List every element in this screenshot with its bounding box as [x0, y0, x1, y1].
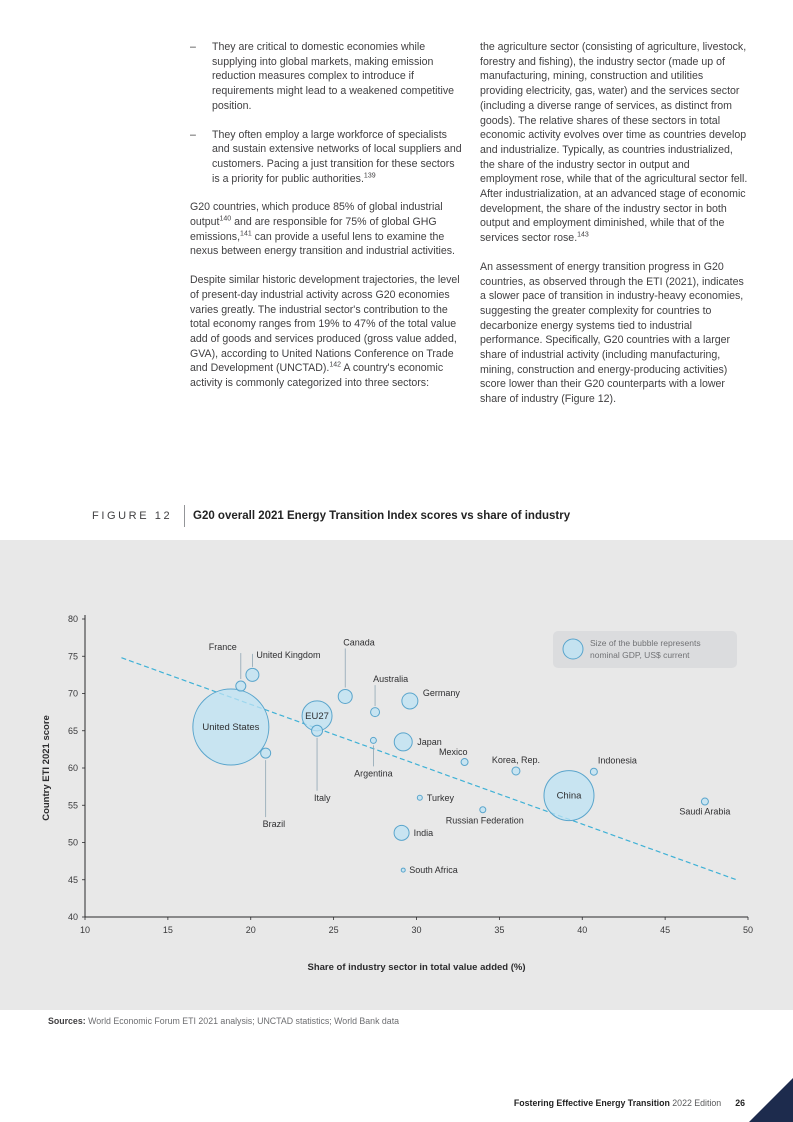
label-brazil: Brazil [262, 819, 286, 830]
bubble-italy [312, 725, 323, 736]
figure-header [92, 503, 745, 529]
paragraph [480, 260, 748, 407]
bullet-text [212, 128, 462, 187]
label-japan: Japan [417, 736, 442, 747]
label-saudi-arabia: Saudi Arabia [679, 806, 731, 817]
y-tick-label: 40 [67, 912, 78, 922]
bullet-list [190, 40, 462, 186]
bubble-australia [371, 708, 380, 717]
footer-report-title: Fostering Effective Energy Transition [513, 1098, 670, 1108]
label-united-kingdom: United Kingdom [256, 649, 321, 660]
label-china: China [556, 790, 582, 802]
legend-bubble-icon [563, 639, 583, 659]
bullet-item [190, 128, 462, 187]
bubble-indonesia [590, 768, 597, 775]
label-eu27: EU27 [305, 710, 329, 722]
text-run: can provide a useful lens to examine the nexus between energy transition and industrial activities. [190, 230, 455, 258]
footnote-ref: 142 [329, 361, 342, 369]
label-russian-federation: Russian Federation [445, 815, 524, 826]
y-tick-label: 60 [67, 763, 78, 773]
footnote-ref: 141 [240, 230, 252, 238]
text-run: A country's economic activity is commonly categorized into three sectors: [190, 362, 444, 390]
bubble-united-kingdom [246, 668, 259, 681]
legend-line-2: nominal GDP, US$ current [590, 650, 690, 660]
text-run: and are responsible for 75% of global GHG emissions, [190, 216, 437, 243]
eti-bubble-chart [0, 540, 793, 1010]
sources-label: Sources: [48, 1016, 86, 1026]
bullet-text [212, 40, 462, 114]
label-south-africa: South Africa [409, 865, 458, 876]
sources-text: World Economic Forum ETI 2021 analysis; UNCTAD statistics; World Bank data [85, 1016, 400, 1026]
bubble-mexico [461, 759, 468, 766]
label-france: France [208, 642, 237, 653]
figure-label: FIGURE 12 [92, 510, 173, 522]
bubble-germany [402, 693, 418, 709]
y-axis-title: Country ETI 2021 score [41, 715, 52, 821]
label-italy: Italy [314, 792, 331, 803]
label-turkey: Turkey [426, 792, 454, 803]
y-tick-label: 65 [67, 725, 78, 736]
paragraph [190, 200, 462, 259]
y-tick-label: 70 [67, 688, 78, 699]
bubble-turkey [417, 795, 422, 800]
label-mexico: Mexico [439, 747, 468, 758]
x-tick-label: 45 [660, 925, 671, 935]
figure-divider [184, 505, 185, 527]
figure-12-chart-band [0, 540, 793, 1010]
paragraph [480, 40, 748, 246]
bullet-item [190, 40, 462, 114]
label-indonesia: Indonesia [597, 755, 637, 766]
bubble-canada [338, 689, 352, 703]
x-tick-label: 15 [162, 925, 173, 935]
sources-line [48, 1016, 399, 1026]
text-run: An assessment of energy transition progress in G20 countries, as observed through the ETI (2021), indicates a slower pace of transition in industry-heavy economies, suggesting the greater complexity for countries to decarbonize energy systems tied to industrial performance. Specifically, G20 countries with a larger share of industrial activity (including manufacturing, mining, construction and energy-producing activities) score lower than their G20 counterparts with a lower share of industry (Figure 12). [480, 260, 744, 406]
chart-legend [553, 631, 737, 668]
corner-triangle [749, 1078, 793, 1122]
left-paragraphs [190, 200, 462, 390]
bubble-japan [394, 733, 412, 751]
paragraph [190, 273, 462, 391]
bubble-korea-rep [512, 767, 520, 775]
text-run: They often employ a large workforce of specialists and sustain extensive networks of local suppliers and customers. Pacing a just transition for these sectors is a priority for public authorities. [212, 128, 462, 185]
left-column [190, 40, 462, 405]
x-tick-label: 30 [411, 925, 422, 935]
bubble-india [394, 825, 409, 840]
text-run: G20 countries, which produce 85% of global industrial output [190, 201, 443, 229]
footer-edition: 2022 Edition [669, 1098, 722, 1108]
x-tick-label: 20 [245, 925, 256, 935]
bubble-south-africa [401, 868, 405, 872]
y-tick-label: 75 [67, 651, 78, 662]
bubble-argentina [370, 737, 376, 743]
y-tick-label: 55 [67, 800, 78, 811]
bullet-dash: – [190, 41, 196, 53]
y-tick-label: 50 [67, 837, 78, 848]
label-canada: Canada [343, 637, 375, 648]
x-tick-label: 25 [328, 925, 339, 935]
page-footer [514, 1098, 745, 1108]
label-australia: Australia [373, 674, 409, 685]
bubble-france [236, 681, 246, 691]
label-india: India [413, 827, 434, 838]
figure-title: G20 overall 2021 Energy Transition Index scores vs share of industry [193, 510, 571, 522]
footnote-ref: 139 [363, 172, 376, 180]
page-number: 26 [735, 1098, 745, 1108]
text-run: Despite similar historic development trajectories, the level of present-day industrial activity across G20 economies varies greatly. The industrial sector's contribution to the total economy ranges from 19% to 47% of the total value add of goods and services produced (gross value added, GVA), according to United Nations Conference on Trade and Development (UNCTAD). [190, 274, 460, 375]
x-axis-title: Share of industry sector in total value added (%) [307, 962, 526, 973]
bullet-dash: – [190, 128, 196, 141]
right-column [480, 40, 748, 421]
x-tick-label: 10 [79, 925, 91, 935]
x-tick-label: 50 [742, 925, 754, 935]
text-run: They are critical to domestic economies while supplying into global markets, making emission reduction measures complex to introduce if requirements might lead to a weakened competitive position. [212, 41, 455, 112]
footnote-ref: 143 [577, 231, 589, 239]
bubble-russian-federation [480, 807, 486, 813]
label-germany: Germany [422, 687, 460, 698]
x-tick-label: 35 [494, 925, 505, 935]
label-united-states: United States [202, 722, 260, 734]
y-tick-label: 45 [67, 874, 78, 885]
bubble-saudi-arabia [701, 798, 708, 805]
y-tick-label: 80 [67, 614, 78, 624]
footnote-ref: 140 [219, 215, 232, 223]
text-run: the agriculture sector (consisting of agriculture, livestock, forestry and fishing), the industry sector (made up of manufacturing, mining, construction and utilities providing electricity, gas, water) and the services sector (including a diverse range of services, as distinct from goods). The relative shares of these sectors in total economic activity evolves over time as countries develop and industrialize. Typically, as countries industrialized, the share of the industry sector in output and employment rose, while that of the agricultural sector fell. After industrialization, at an advanced stage of economic development, the share of the industry sector in both output and employment diminished, while that of the services sector rose. [480, 41, 748, 245]
bubble-brazil [261, 748, 271, 758]
legend-line-1: Size of the bubble represents [590, 638, 701, 648]
label-argentina: Argentina [354, 768, 393, 779]
label-korea-rep: Korea, Rep. [491, 754, 540, 765]
x-tick-label: 40 [577, 925, 588, 935]
right-paragraphs [480, 40, 748, 407]
